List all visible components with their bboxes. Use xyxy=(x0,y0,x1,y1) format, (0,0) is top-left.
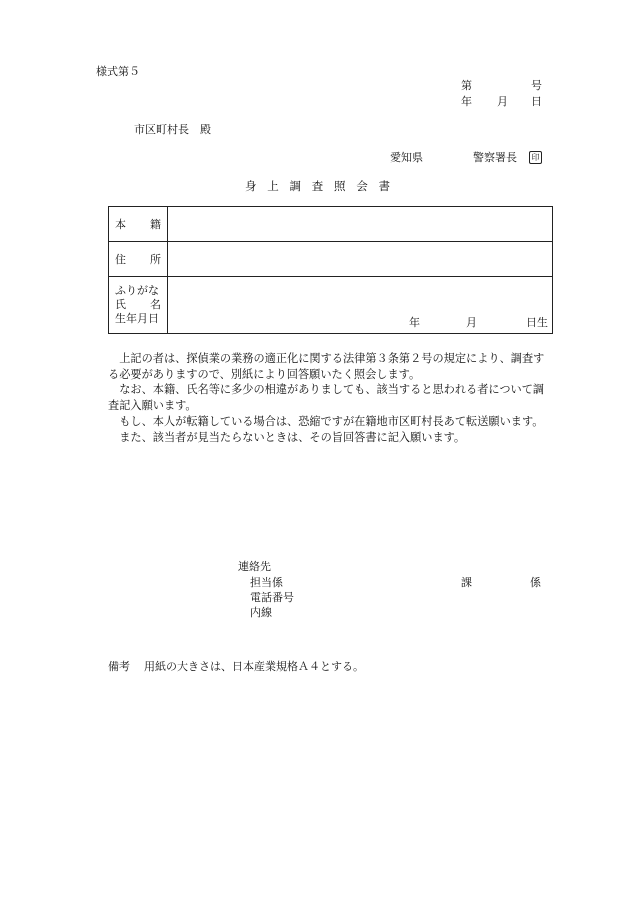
date-day-unit: 日 xyxy=(531,95,542,108)
honseki-label-char: 籍 xyxy=(150,217,161,231)
name-birth-label-cell xyxy=(109,277,168,334)
contact-unit-label: 係 xyxy=(530,576,541,589)
body-paragraph: もし、本人が転籍している場合は、恐縮ですが在籍地市区町村長あて転送願います。 xyxy=(119,414,544,428)
title-char: 書 xyxy=(378,179,390,193)
jusho-row xyxy=(109,242,553,277)
form-number: 様式第５ xyxy=(96,65,140,78)
contact-extension-label: 内線 xyxy=(250,606,272,619)
reference-number-suffix: 号 xyxy=(531,79,542,92)
title-char: 会 xyxy=(356,179,368,193)
name-birth-row xyxy=(109,277,553,334)
contact-person-label: 担当係 xyxy=(250,576,283,589)
note-text: 用紙の大きさは、日本産業規格Ａ４とする。 xyxy=(144,660,364,673)
date-month-unit: 月 xyxy=(497,95,508,108)
name-birth-value-cell[interactable] xyxy=(168,277,553,334)
honseki-row xyxy=(109,207,553,242)
subject-info-table xyxy=(108,206,553,334)
note-label: 備考 xyxy=(108,660,130,673)
contact-heading: 連絡先 xyxy=(238,560,271,573)
body-text xyxy=(108,351,554,445)
title-char: 照 xyxy=(334,179,346,193)
jusho-label-cell xyxy=(109,242,168,277)
document-title xyxy=(245,181,390,193)
jusho-label-char: 住 xyxy=(115,252,126,266)
birth-day-unit: 日生 xyxy=(526,316,548,329)
body-paragraph: また、該当者が見当たらないときは、その旨回答書に記入願います。 xyxy=(119,430,466,444)
addressee: 市区町村長 殿 xyxy=(134,123,211,136)
title-char: 調 xyxy=(289,179,301,193)
honseki-label-char: 本 xyxy=(115,217,126,231)
contact-section-unit: 課 xyxy=(461,576,472,589)
reference-number-line xyxy=(461,80,542,91)
official-seal: 印 xyxy=(529,151,542,164)
jusho-label-char: 所 xyxy=(150,252,161,266)
furigana-label: ふりがな xyxy=(115,284,159,297)
sender-chief: 警察署長 xyxy=(473,151,517,164)
birth-year-unit: 年 xyxy=(409,316,420,329)
body-paragraph: なお、本籍、氏名等に多少の相違がありましても、該当すると思われる者について調査記入願います。 xyxy=(108,383,545,413)
honseki-value-cell[interactable] xyxy=(168,207,553,242)
reference-number-prefix: 第 xyxy=(461,79,472,92)
honseki-label-cell xyxy=(109,207,168,242)
birth-label: 生年月日 xyxy=(115,312,159,325)
title-char: 上 xyxy=(267,179,279,193)
name-label-char: 氏 xyxy=(115,298,126,311)
jusho-value-cell[interactable] xyxy=(168,242,553,277)
name-label xyxy=(115,298,161,312)
contact-phone-label: 電話番号 xyxy=(250,591,294,604)
date-line xyxy=(461,96,542,108)
sender-prefecture: 愛知県 xyxy=(390,151,423,164)
date-year-unit: 年 xyxy=(461,95,472,108)
body-paragraph: 上記の者は、探偵業の業務の適正化に関する法律第３条第２号の規定により、調査する必要がありますので、別紙により回答願いたく照会します。 xyxy=(108,352,545,381)
title-char: 査 xyxy=(311,179,324,193)
birth-month-unit: 月 xyxy=(466,316,477,329)
name-label-char: 名 xyxy=(150,298,161,311)
title-char: 身 xyxy=(245,179,257,193)
